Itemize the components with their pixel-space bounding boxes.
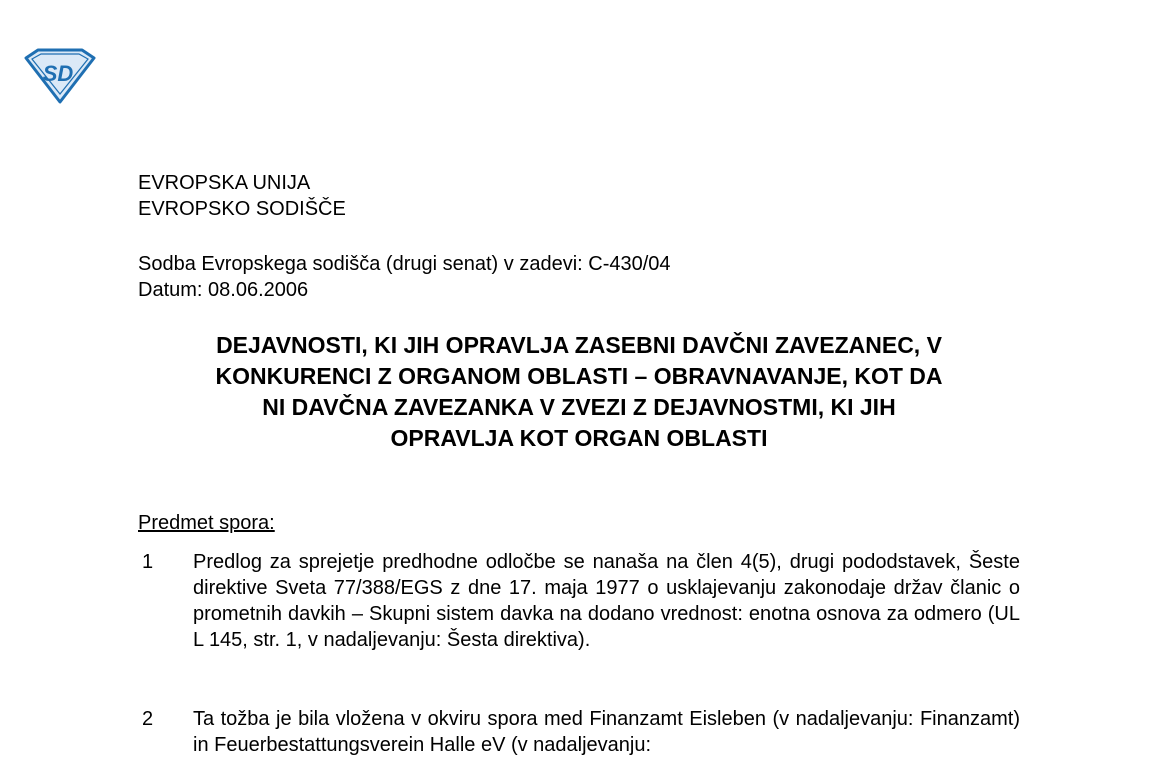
case-date: Datum: 08.06.2006 [138, 279, 309, 301]
title-line-3: NI DAVČNA ZAVEZANKA V ZVEZI Z DEJAVNOSTMI, KI JIH [262, 394, 896, 420]
paragraph-text: Predlog za sprejetje predhodne odločbe se nanaša na člen 4(5), drugi pododstavek, Šeste direktive Sveta 77/388/EGS z dne 17. maja 1977 o usklajevanju zakonodaje držav članic o prometnih davkih – Skupni sistem davka na dodano vrednost: enotna osnova za odmero (UL L 145, str. 1, v nadaljevanju: Šesta direktiva). [193, 551, 1020, 651]
title-line-2: KONKURENCI Z ORGANOM OBLASTI – OBRAVNAVANJE, KOT DA [215, 363, 943, 389]
paragraph [138, 549, 1020, 653]
section-heading: Predmet spora: [138, 512, 275, 534]
paragraph-text: Ta tožba je bila vložena v okviru spora med Finanzamt Eisleben (v nadaljevanju: Finanzamt) in Feuerbestattungsverein Halle eV (v nadaljevanju: [193, 708, 1020, 756]
title-line-4: OPRAVLJA KOT ORGAN OBLASTI [390, 425, 768, 451]
case-reference: Sodba Evropskega sodišča (drugi senat) v zadevi: C-430/04 [138, 253, 671, 275]
case-info [138, 251, 671, 303]
paragraph-number: 1 [142, 551, 154, 573]
header-line-court: EVROPSKO SODIŠČE [138, 198, 346, 220]
institution-header [138, 170, 346, 222]
paragraph [138, 706, 1020, 758]
svg-text:SD: SD [42, 61, 74, 86]
court-logo-icon [22, 48, 96, 104]
paragraph-number: 2 [142, 708, 154, 730]
title-line-1: DEJAVNOSTI, KI JIH OPRAVLJA ZASEBNI DAVČNI ZAVEZANEC, V [216, 332, 942, 358]
header-line-eu: EVROPSKA UNIJA [138, 172, 311, 194]
document-title [138, 330, 1020, 454]
